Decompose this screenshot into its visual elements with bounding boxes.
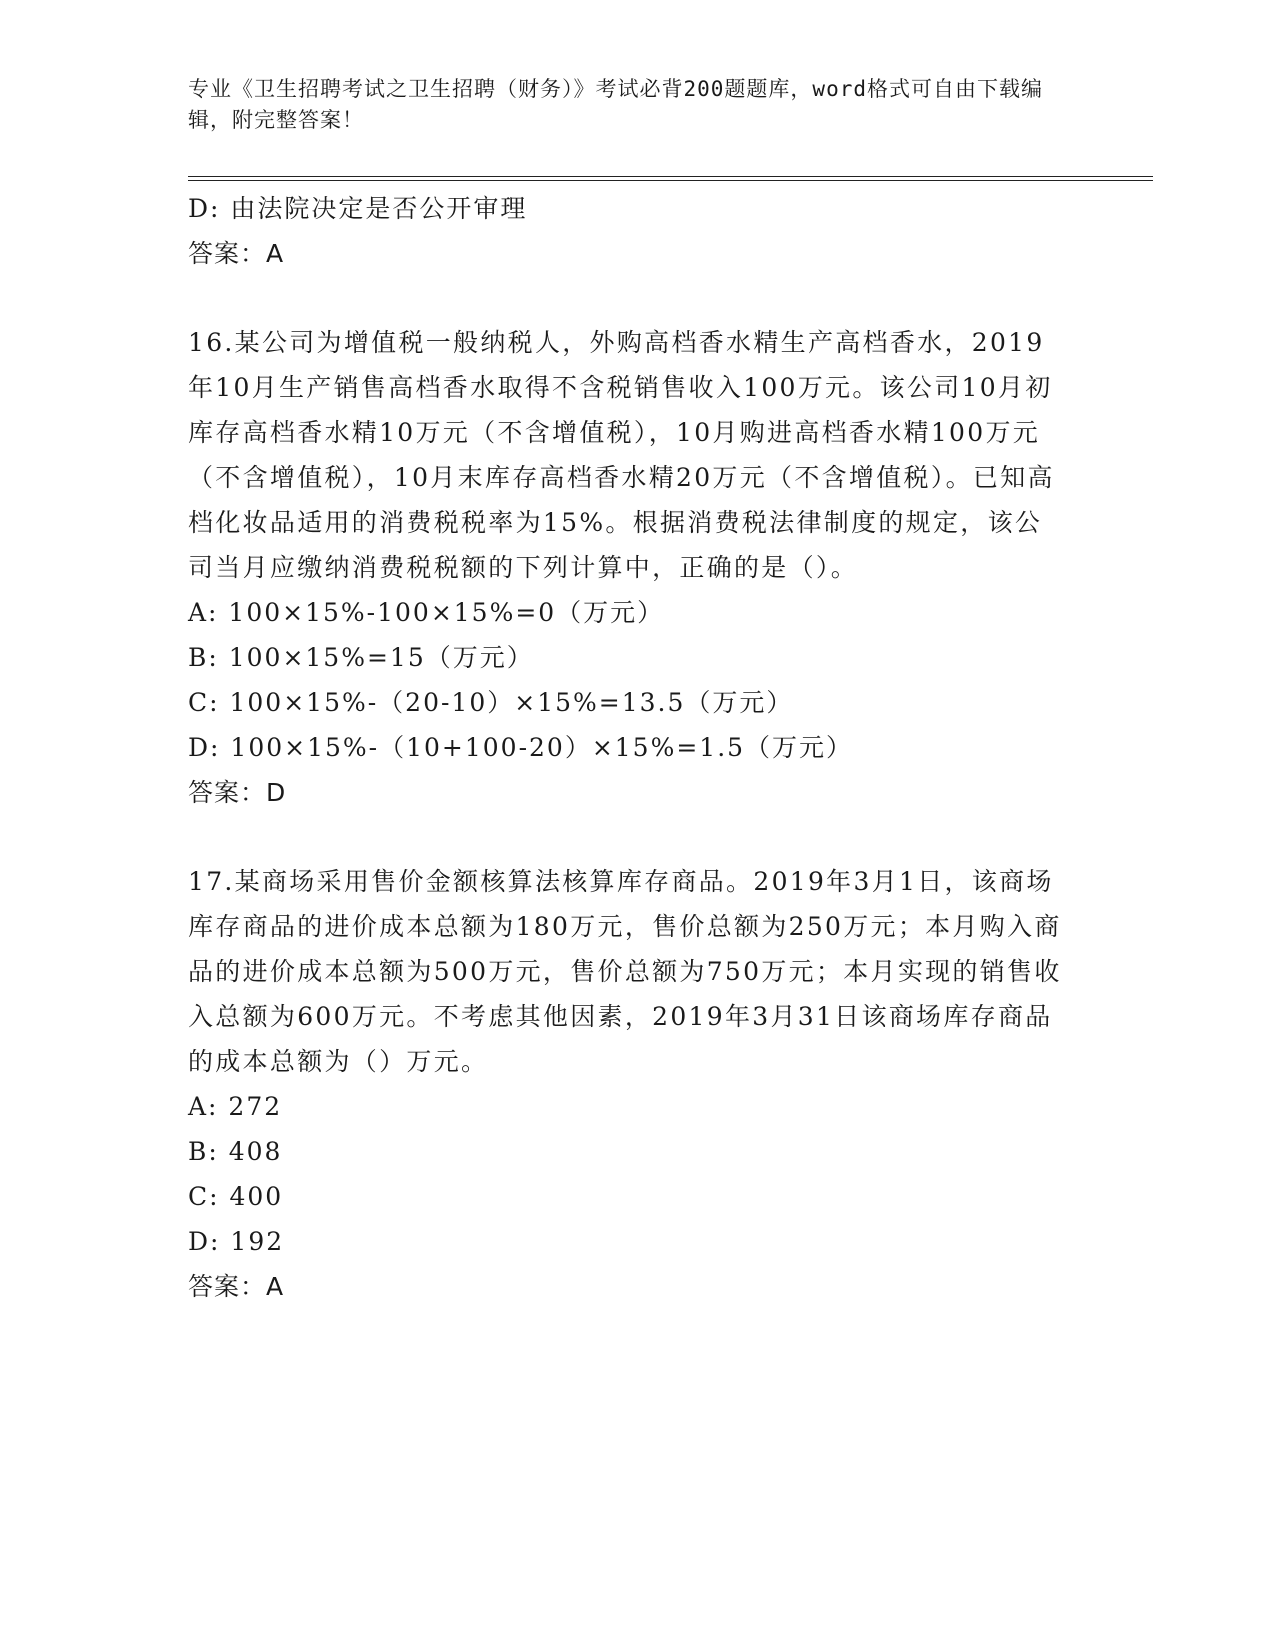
spacer xyxy=(188,815,1088,859)
question-17-answer: 答案：A xyxy=(188,1272,285,1301)
prev-option-d: D: 由法院决定是否公开审理 xyxy=(188,194,528,223)
question-16-option-a: A: 100×15%-100×15%=0（万元） xyxy=(188,598,665,627)
question-16-answer: 答案：D xyxy=(188,778,287,807)
question-16-option-c: C: 100×15%-（20-10）×15%=13.5（万元） xyxy=(188,688,794,717)
question-16-option-d: D: 100×15%-（10+100-20）×15%=1.5（万元） xyxy=(188,733,854,762)
document-header: 专业《卫生招聘考试之卫生招聘（财务）》考试必背200题题库，word格式可自由下载编辑，附完整答案！ xyxy=(188,77,1043,132)
header-divider xyxy=(188,176,1153,181)
question-17-option-c: C: 400 xyxy=(188,1182,284,1211)
question-16-option-b: B: 100×15%=15（万元） xyxy=(188,643,534,672)
prev-answer: 答案：A xyxy=(188,239,285,268)
question-16-stem: 16.某公司为增值税一般纳税人，外购高档香水精生产高档香水，2019年10月生产销售高档香水取得不含税销售收入100万元。该公司10月初库存高档香水精10万元（不含增值税），10月购进高档香水精100万元（不含增值税），10月末库存高档香水精20万元（不含增值税）。已知高档化妆品适用的消费税税率为15%。根据消费税法律制度的规定，该公司当月应缴纳消费税税额的下列计算中，正确的是（）。 xyxy=(188,328,1055,582)
document-body xyxy=(188,186,1088,1309)
question-17-stem: 17.某商场采用售价金额核算法核算库存商品。2019年3月1日，该商场库存商品的进价成本总额为180万元，售价总额为250万元；本月购入商品的进价成本总额为500万元，售价总额为750万元；本月实现的销售收入总额为600万元。不考虑其他因素，2019年3月31日该商场库存商品的成本总额为（）万元。 xyxy=(188,867,1062,1076)
question-17-option-a: A: 272 xyxy=(188,1092,283,1121)
question-17-option-d: D: 192 xyxy=(188,1227,285,1256)
question-17-option-b: B: 408 xyxy=(188,1137,283,1166)
spacer xyxy=(188,276,1088,320)
